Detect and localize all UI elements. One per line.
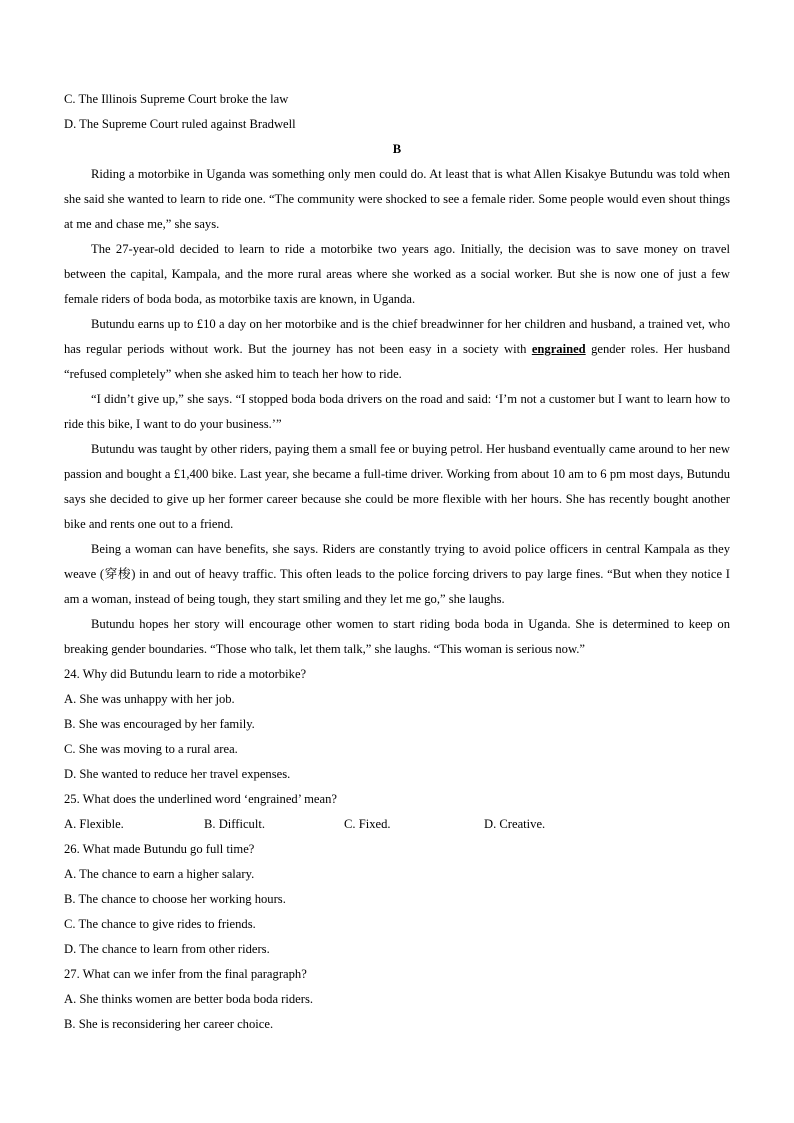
question-24-option-b: B. She was encouraged by her family. [64, 717, 255, 731]
passage-paragraph-2: The 27-year-old decided to learn to ride a motorbike two years ago. Initially, the decision was to save money on travel between the capital, Kampala, and the more rural areas where she worked as a social worker. But she is now one of just a few female riders of boda boda, as motorbike taxis are known, in Uganda. [64, 242, 730, 306]
document-page [64, 87, 730, 1037]
question-24-option-c: C. She was moving to a rural area. [64, 742, 238, 756]
question-24-option-a: A. She was unhappy with her job. [64, 692, 235, 706]
prev-option-d: D. The Supreme Court ruled against Bradwell [64, 117, 296, 131]
prev-option-c: C. The Illinois Supreme Court broke the law [64, 92, 289, 106]
question-26-option-c: C. The chance to give rides to friends. [64, 917, 256, 931]
question-25-option-d: D. Creative. [484, 817, 546, 831]
question-24-stem: 24. Why did Butundu learn to ride a motorbike? [64, 667, 307, 681]
paragraph-3-text-b: gender roles. Her husband “refused completely” when she asked him to teach her how to ride. [64, 342, 730, 381]
question-26-option-b: B. The chance to choose her working hours. [64, 892, 286, 906]
question-27-option-b: B. She is reconsidering her career choice. [64, 1017, 274, 1031]
question-25-option-a: A. Flexible. [64, 817, 124, 831]
question-26-option-d: D. The chance to learn from other riders. [64, 942, 270, 956]
underlined-word: engrained [531, 342, 586, 356]
passage-paragraph-5: Butundu was taught by other riders, paying them a small fee or buying petrol. Her husband eventually came around to her new passion and bought a £1,400 bike. Last year, she became a full-time driver. Working from about 10 am to 6 pm most days, Butundu says she decided to give up her former career because she could be more flexible with her hours. She has recently bought another bike and rents one out to a friend. [64, 442, 730, 531]
passage-paragraph-3 [64, 312, 730, 387]
question-25-option-c: C. Fixed. [344, 817, 391, 831]
passage-paragraph-7: Butundu hopes her story will encourage other women to start riding boda boda in Uganda. She is determined to keep on breaking gender boundaries. “Those who talk, let them talk,” she laughs. “This woman is serious now.” [64, 617, 730, 656]
section-heading: B [392, 142, 402, 156]
passage-paragraph-6: Being a woman can have benefits, she says. Riders are constantly trying to avoid police officers in central Kampala as they weave (穿梭) in and out of heavy traffic. This often leads to the police forcing drivers to pay large fines. “But when they notice I am a woman, instead of being tough, they start smiling and they let me go,” she laughs. [64, 542, 730, 606]
question-25-options [64, 812, 730, 837]
question-26-stem: 26. What made Butundu go full time? [64, 842, 255, 856]
question-27-option-a: A. She thinks women are better boda boda riders. [64, 992, 314, 1006]
question-24-option-d: D. She wanted to reduce her travel expenses. [64, 767, 291, 781]
passage-paragraph-4: “I didn’t give up,” she says. “I stopped boda boda drivers on the road and said: ‘I’m not a customer but I want to learn how to ride this bike, I want to do your business.’” [64, 392, 730, 431]
question-26-option-a: A. The chance to earn a higher salary. [64, 867, 255, 881]
question-25-option-b: B. Difficult. [204, 817, 265, 831]
question-25-stem: 25. What does the underlined word ‘engrained’ mean? [64, 792, 337, 806]
passage-paragraph-1: Riding a motorbike in Uganda was something only men could do. At least that is what Allen Kisakye Butundu was told when she said she wanted to learn to ride one. “The community were shocked to see a female rider. Some people would even shout things at me and chase me,” she says. [64, 167, 730, 231]
paragraph-3-text-a: Butundu earns up to £10 a day on her motorbike and is the chief breadwinner for her children and husband, a trained vet, who has regular periods without work. But the journey has not been easy in a society with [64, 317, 730, 356]
question-27-stem: 27. What can we infer from the final paragraph? [64, 967, 307, 981]
